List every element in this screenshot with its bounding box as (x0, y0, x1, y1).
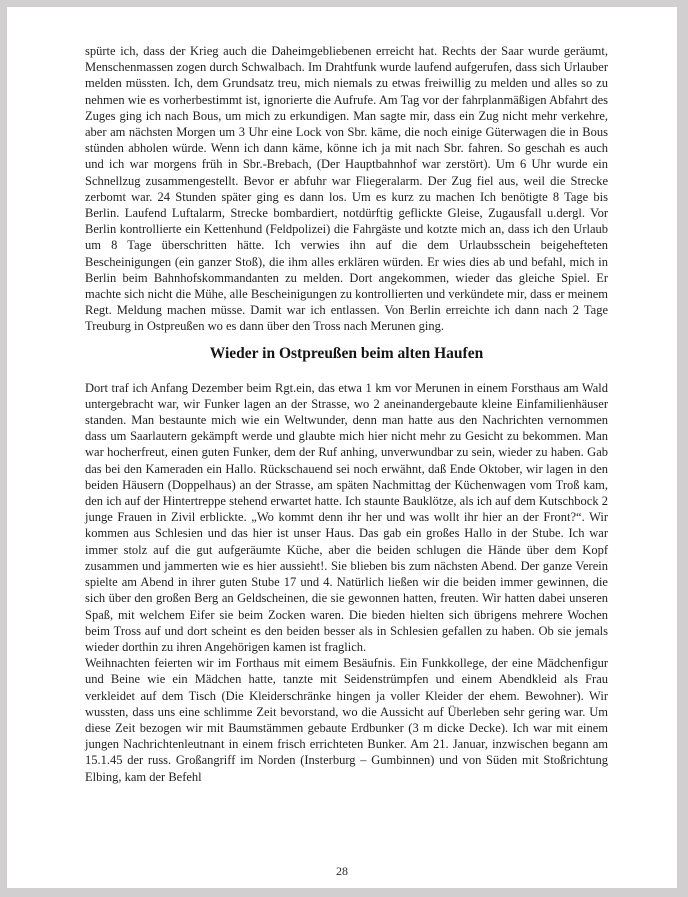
document-page (7, 7, 677, 888)
section-heading: Wieder in Ostpreußen beim alten Haufen (209, 344, 484, 362)
page-number: 28 (336, 864, 348, 878)
paragraph-weihnachten: Weihnachten feierten wir im Forthaus mit eimem Besäufnis. Ein Funkkollege, der eine Mädchenfigur und Beine wie ein Mädchen hatte, tanzte mit Seidenstrümpfen und einem Abendkleid als Frau verkleidet auf dem Tisch (Die Kleiderschränke hingen ja voller Kleider der ehem. Bewohner). Wir wussten, dass uns eine schlimme Zeit bevorstand, wo die Aussicht auf Überleben sehr gering war. Um diese Zeit bezogen wir mit Baumstämmen gebaute Erdbunker (3 m dicke Decke). Ich war mit einem jungen Nachrichtenleutnant in einem frisch errichteten Bunker. Am 21. Januar, inzwischen begann am 15.1.45 der russ. Großangriff im Norden (Insterburg – Gumbinnen) und von Süden mit Stoßrichtung Elbing, kam der Befehl (85, 656, 608, 784)
paragraph-ostpreussen: Dort traf ich Anfang Dezember beim Rgt.ein, das etwa 1 km vor Merunen in einem Forsthaus am Wald untergebracht war, wir Funker lagen an der Strasse, wo 2 aneinandergebaute kleine Einfamilienhäuser standen. Man bestaunte mich wie ein Weltwunder, denn man hatte aus den Nachrichten vernommen dass um Saarlautern gekämpft werde und glaubte mich hier nicht mehr zu Gesicht zu bekommen. Man war hocherfreut, einen guten Funker, dem der Ruf anhing, unverwundbar zu sein, wieder zu haben. Gab das bei den Kameraden ein Hallo. Rückschauend sei noch erwähnt, daß Ende Oktober, wir lagen in den beiden Häusern (Doppelhaus) an der Strasse, am späten Nachmittag der Küchenwagen vom Troß kam, den ich auf der Hintertreppe stehend erwartet hatte. Ich staunte Bauklötze, als ich auf dem Kutschbock 2 junge Frauen in Zivil erblickte. „Wo kommt denn ihr her und was wollt ihr hier an der Front?“. Wir kommen aus Schlesien und das hier ist unser Haus. Das gab ein großes Hallo in der Stube. Ich war immer stolz auf die gut aufgeräumte Küche, aber die beiden schlugen die Hände über dem Kopf zusammen und jammerten wie es hier aussieht!. Sie blieben bis zum nächsten Abend. Der ganze Verein spielte am Abend in ihrer guten Stube 17 und 4. Natürlich ließen wir die beiden immer gewinnen, die sich über den großen Berg an Geldscheinen, die sie gewonnen hatten, freuten. Wir hatten dabei unseren Spaß, mit welchem Eifer sie beim Zocken waren. Die bieden hielten sich übrigens mehrere Wochen beim Tross auf und dort scheint es den beiden besser als in Schlesien gefallen zu haben. Ob sie jemals wieder dorthin zu ihren Angehörigen kamen ist fraglich. (85, 380, 608, 654)
text-column (85, 43, 608, 785)
paragraph-continuation: spürte ich, dass der Krieg auch die Daheimgebliebenen erreicht hat. Rechts der Saar wurde geräumt, Menschenmassen zogen durch Schwalbach. Im Drahtfunk wurde laufend aufgerufen, dass sich Urlauber melden müssten. Ich, dem Grundsatz treu, mich niemals zu etwas freiwillig zu melden und alles so zu nehmen wie es vorherbestimmt ist, ignorierte die Aufrufe. Am Tag vor der fahrplanmäßigen Abfahrt des Zuges ging ich nach Bous, um mich zu erkundigen. Man sagte mir, dass ein Zug nicht mehr verkehre, aber am nächsten Morgen um 3 Uhr eine Lock von Sbr. käme, die noch einige Güterwagen die in Bous stünden abholen würde. Wenn ich dann käme, könne ich ja mit nach Sbr. fahren. So geschah es auch und ich war morgens früh in Sbr.-Brebach, (Der Hauptbahnhof war zerstört). Um 6 Uhr wurde ein Schnellzug zusammengestellt. Bevor er abfuhr war Fliegeralarm. Der Zug fiel aus, weil die Strecke zerbomt war. 24 Stunden später ging es dann los. Um es kurz zu machen Ich benötigte 8 Tage bis Berlin. Laufend Luftalarm, Strecke bombardiert, notdürftig geflickte Gleise, Zugausfall u.dergl. Vor Berlin kontrollierte ein Kettenhund (Feldpolizei) die Fahrgäste und kotzte mich an, dass ich den Urlaub um 8 Tage überschritten hätte. Ich verwies ihn auf die dem Urlaubsschein beigehefteten Bescheinigungen (ein ganzer Stoß), die ihm alles erklären würden. Er wies dies ab und befahl, mich in Berlin beim Bahnhofskommandanten zu melden. Dort angekommen, wieder das gleiche Spiel. Er machte sich nicht die Mühe, alle Bescheinigungen zu kontrollierten und verkündete mir, dass er meinem Regt. Meldung machen müsse. Damit war ich entlassen. Von Berlin erreichte ich dann nach 2 Tage Treuburg in Ostpreußen wo es dann über den Tross nach Merunen ging. (85, 44, 608, 334)
